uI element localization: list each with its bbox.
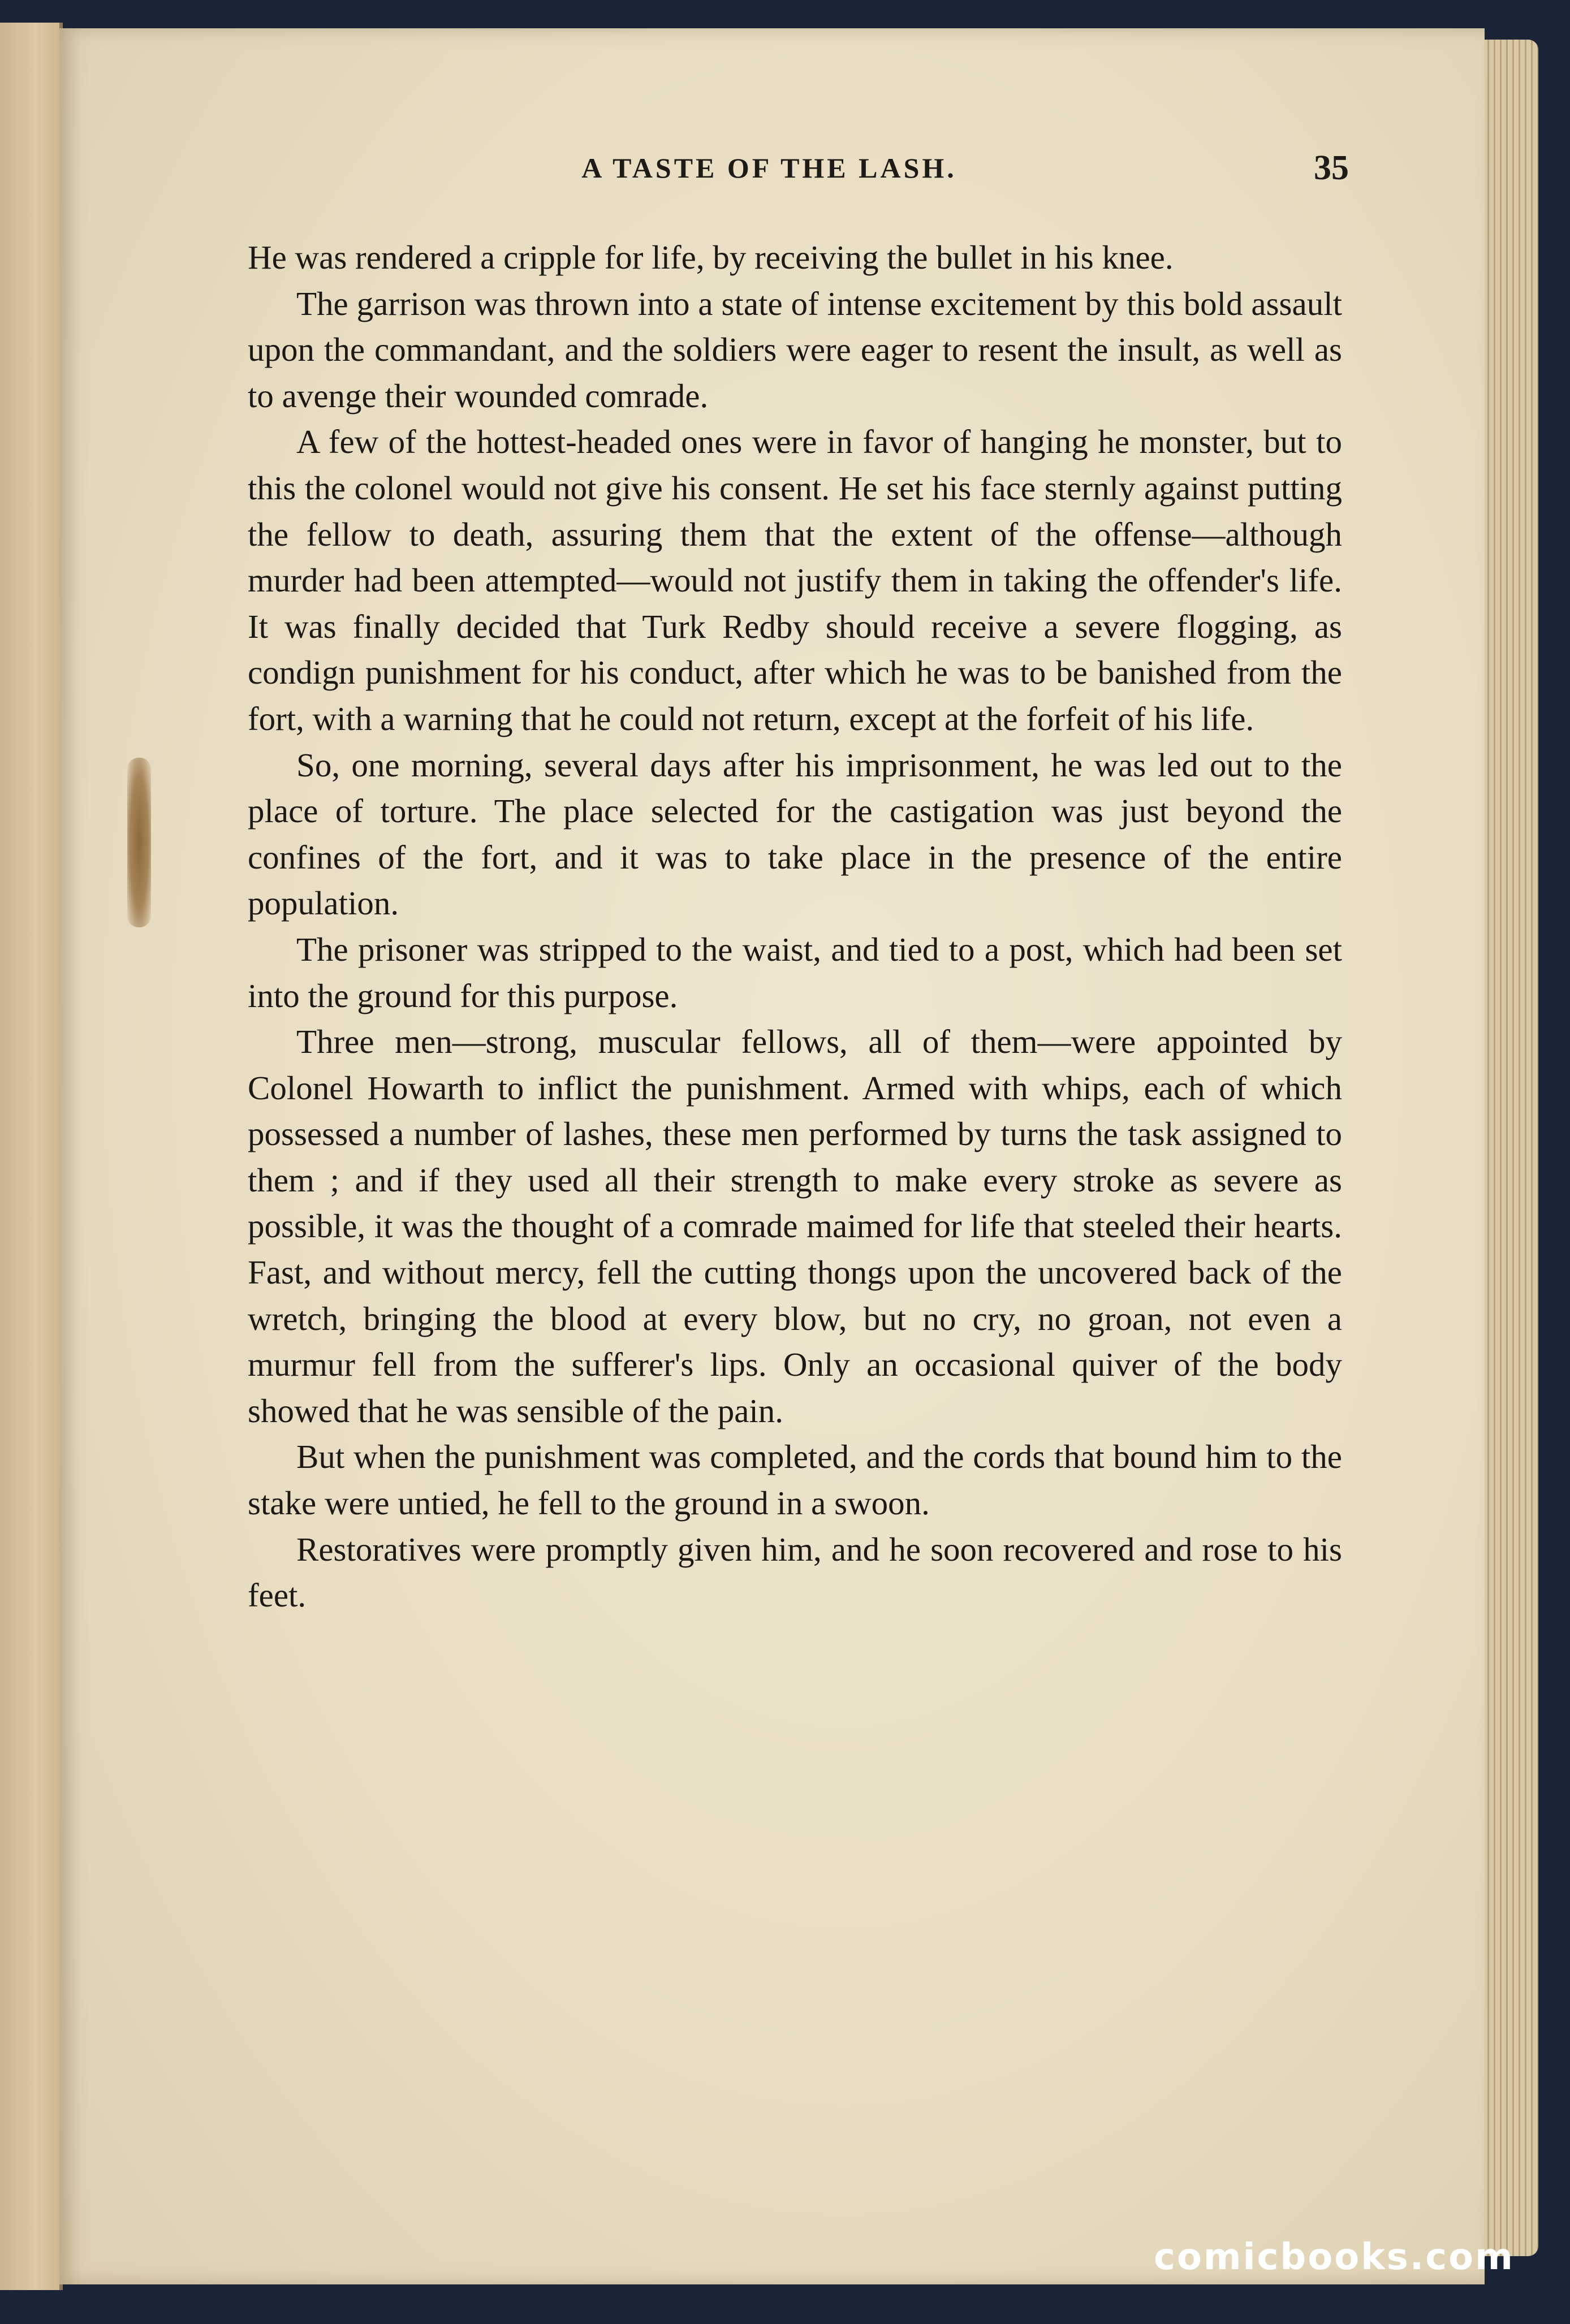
- body-text: [248, 235, 1342, 1619]
- paragraph: The prisoner was stripped to the waist, and tied to a post, which had been set into the ground for this purpose.: [248, 930, 1342, 1014]
- paragraph: Three men—strong, muscular fellows, all of them—were appointed by Colonel Howarth to inflict the punishment. Armed with whips, each of which possessed a number of lashes, these men performed by turns the task assigned to them ; and if they used all their strength to make every stroke as severe as possible, it was the thought of a comrade maimed for life that steeled their hearts. Fast, and without mercy, fell the cutting thongs upon the uncovered back of the wretch, bringing the blood at every blow, but no cry, no groan, not even a murmur fell from the sufferer's lips. Only an occasional quiver of the body showed that he was sensible of the pain.: [248, 1023, 1342, 1429]
- paragraph: But when the punishment was completed, and the cords that bound him to the stake were untied, he fell to the ground in a swoon.: [248, 1438, 1342, 1522]
- paper-stain: [127, 758, 151, 927]
- paragraph: The garrison was thrown into a state of intense excitement by this bold assault upon the commandant, and the soldiers were eager to resent the insult, as well as to avenge their wounded comrade.: [248, 284, 1342, 414]
- running-head: [189, 149, 1349, 197]
- paragraph: Restoratives were promptly given him, and he soon recovered and rose to his feet.: [248, 1530, 1342, 1614]
- paragraph: A few of the hottest-headed ones were in favor of hanging he monster, but to this the colonel would not give his consent. He set his face sternly against putting the fellow to death, assuring them that the extent of the offense—although murder had been attempted—would not justify them in taking the offender's life. It was finally decided that Turk Redby should receive a severe flogging, as condign punishment for his conduct, after which he was to be banished from the fort, with a warning that he could not return, except at the forfeit of his life.: [248, 423, 1342, 737]
- site-watermark: comicbooks.com: [1154, 2236, 1515, 2278]
- running-title: A TASTE OF THE LASH.: [581, 152, 957, 184]
- page-number: 35: [1314, 149, 1349, 187]
- paragraph: So, one morning, several days after his imprisonment, he was led out to the place of torture. The place selected for the castigation was just beyond the confines of the fort, and it was to take place in the presence of the entire population.: [248, 746, 1342, 922]
- paragraph: He was rendered a cripple for life, by receiving the bullet in his knee.: [248, 239, 1174, 276]
- facing-page-edge: [0, 23, 63, 2290]
